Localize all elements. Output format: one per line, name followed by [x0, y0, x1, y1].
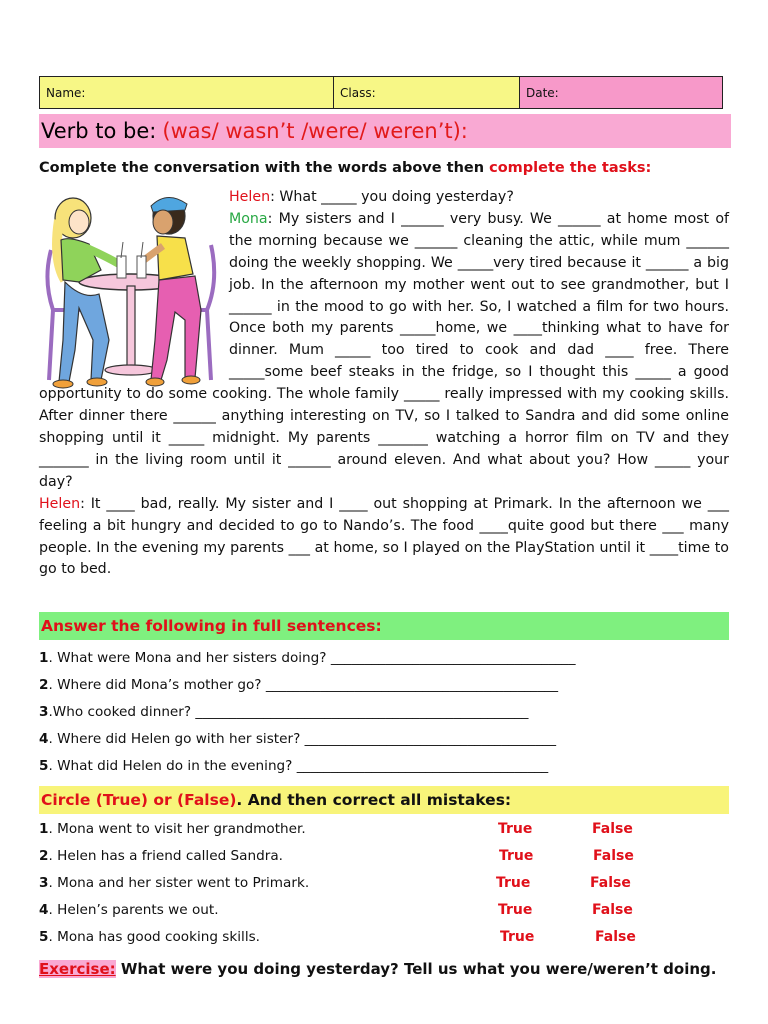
tf-statement: 1. Mona went to visit her grandmother. [39, 821, 306, 837]
tf-statement: 4. Helen’s parents we out. [39, 902, 219, 918]
mona-line: : My sisters and I ______ very busy. We ______ at home most of the morning because we ______ cleaning the attic, while mum ______ doing the weekly shopping. We _____very tired because it ______ a big job. In the afternoon my mother went out to see grandmother, but I ______ in the mood to go with her. So, I watched a film for two hours. Once both my parents _____home, we ____thinking what to have for dinner. Mum _____ too tired to cook and dad ____ free. There _____some beef steaks in the fridge, so I thought this _____ a good opportunity to do some cooking. The whole family _____ really impressed with my cooking skills. After dinner there ______ anything interesting on TV, so I talked to Sandra and did some online shopping until it _____ midnight. My parents _______ watching a horror film on TV and they _______ in the living room until it ______ around eleven. And what about you? How _____ your day? [39, 210, 729, 490]
truefalse-heading-rest: . And then correct all mistakes: [236, 791, 512, 809]
tf-item-4 [39, 902, 729, 922]
class-field[interactable] [334, 77, 520, 108]
instruction-text: Complete the conversation with the words above then [39, 160, 485, 176]
true-option[interactable]: True [498, 902, 533, 918]
questions-heading: Answer the following in full sentences: [39, 612, 729, 640]
tf-item-3 [39, 875, 729, 895]
exercise-end: . [710, 960, 717, 978]
question-3 [39, 704, 528, 720]
exercise-prompt [39, 955, 729, 984]
false-option[interactable]: False [592, 821, 633, 837]
speaker-mona: Mona [229, 210, 268, 227]
instruction-highlight: complete the tasks: [489, 160, 652, 176]
question-number: 4 [39, 731, 49, 747]
tf-item-5 [39, 929, 729, 949]
tf-statement: 5. Mona has good cooking skills. [39, 929, 260, 945]
class-label: Class: [340, 85, 376, 100]
question-number: 2 [39, 677, 49, 693]
instructions [39, 160, 651, 176]
question-text: .Who cooked dinner? _________________________________________________ [48, 704, 529, 720]
date-field[interactable] [520, 77, 722, 108]
true-option[interactable]: True [496, 875, 531, 891]
question-text: . What did Helen do in the evening? _____________________________________ [48, 758, 549, 774]
title-part1: Verb to be: [41, 119, 157, 143]
question-4 [39, 731, 556, 747]
truefalse-heading [39, 786, 729, 814]
helen-line-1: : What _____ you doing yesterday? [270, 189, 514, 205]
question-5 [39, 758, 548, 774]
false-option[interactable]: False [593, 848, 634, 864]
tf-statement: 3. Mona and her sister went to Primark. [39, 875, 310, 891]
conversation-text [39, 187, 729, 581]
question-number: 5 [39, 758, 49, 774]
exercise-text: What were you doing yesterday? Tell us what you were/weren’t doing [115, 960, 711, 978]
speaker-helen: Helen [229, 189, 271, 205]
student-info-table [39, 76, 723, 109]
false-option[interactable]: False [595, 929, 636, 945]
tf-statement: 2. Helen has a friend called Sandra. [39, 848, 283, 864]
true-option[interactable]: True [499, 848, 534, 864]
question-number: 3 [39, 704, 49, 720]
name-label: Name: [46, 85, 86, 100]
speaker-helen-2: Helen [39, 495, 81, 512]
question-text: . Where did Helen go with her sister? _____________________________________ [48, 731, 557, 747]
question-2 [39, 677, 558, 693]
question-number: 1 [39, 650, 49, 666]
false-option[interactable]: False [590, 875, 631, 891]
true-option[interactable]: True [500, 929, 535, 945]
question-text: . What were Mona and her sisters doing? ____________________________________ [48, 650, 576, 666]
date-label: Date: [526, 85, 559, 100]
name-field[interactable] [40, 77, 334, 108]
exercise-label: Exercise: [39, 960, 116, 978]
page-title [39, 114, 731, 148]
question-1 [39, 650, 576, 666]
false-option[interactable]: False [592, 902, 633, 918]
helen-line-2: : It ____ bad, really. My sister and I ____ out shopping at Primark. In the afternoon we ___ feeling a bit hungry and decided to go to Nando’s. The food ____quite good but there ___ many people. In the evening my parents ___ at home, so I played on the PlayStation until it ____time to go to bed. [39, 495, 729, 578]
tf-item-1 [39, 821, 729, 841]
title-part2: (was/ wasn’t /were/ weren’t): [162, 119, 468, 143]
truefalse-heading-red: Circle (True) or (False) [41, 791, 237, 809]
tf-item-2 [39, 848, 729, 868]
true-option[interactable]: True [498, 821, 533, 837]
question-text: . Where did Mona’s mother go? ___________________________________________ [48, 677, 559, 693]
